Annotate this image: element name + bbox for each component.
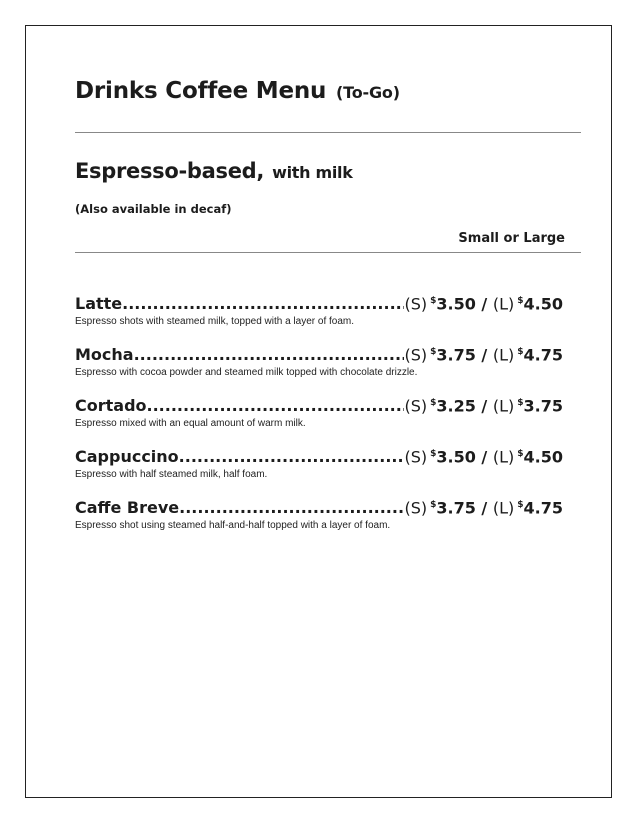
small-price: 3.75 <box>436 498 476 518</box>
item-price <box>404 392 563 417</box>
dot-leader <box>179 446 405 468</box>
menu-title <box>75 78 400 104</box>
small-price: 3.50 <box>436 447 476 467</box>
large-label: (L) <box>492 345 515 365</box>
price-separator: / <box>481 498 488 518</box>
item-line <box>75 443 563 468</box>
large-label: (L) <box>492 294 515 314</box>
price-separator: / <box>481 396 488 416</box>
large-label: (L) <box>492 498 515 518</box>
item-description: Espresso with half steamed milk, half foam. <box>75 469 268 481</box>
large-price: 4.50 <box>523 447 563 467</box>
dot-leader <box>179 497 404 519</box>
large-label: (L) <box>492 396 515 416</box>
dot-leader <box>147 395 405 417</box>
small-price: 3.25 <box>436 396 476 416</box>
item-description: Espresso shot using steamed half-and-half topped with a layer of foam. <box>75 520 391 532</box>
item-description: Espresso shots with steamed milk, topped with a layer of foam. <box>75 316 355 328</box>
menu-item-mocha <box>75 341 563 392</box>
item-price <box>404 494 563 519</box>
divider-top <box>75 132 581 133</box>
currency-symbol: $ <box>517 500 524 510</box>
menu-item-latte <box>75 290 563 341</box>
section-title <box>75 159 353 183</box>
small-label: (S) <box>404 447 428 467</box>
menu-items <box>75 290 563 545</box>
large-price: 4.75 <box>523 345 563 365</box>
small-label: (S) <box>404 396 428 416</box>
currency-symbol: $ <box>430 347 437 357</box>
small-label: (S) <box>404 345 428 365</box>
item-line <box>75 290 563 315</box>
item-name: Cappuccino <box>75 447 179 467</box>
item-name: Cortado <box>75 396 147 416</box>
small-price: 3.50 <box>436 294 476 314</box>
item-name: Latte <box>75 294 123 314</box>
section-title-suffix: with milk <box>272 163 353 182</box>
currency-symbol: $ <box>517 398 524 408</box>
decaf-note: (Also available in decaf) <box>75 202 232 216</box>
large-price: 4.50 <box>523 294 563 314</box>
dot-leader <box>122 293 404 315</box>
dot-leader <box>134 344 405 366</box>
menu-item-cortado <box>75 392 563 443</box>
item-price <box>404 443 563 468</box>
divider-section <box>75 252 581 253</box>
large-price: 4.75 <box>523 498 563 518</box>
small-price: 3.75 <box>436 345 476 365</box>
currency-symbol: $ <box>430 449 437 459</box>
menu-page <box>25 25 612 798</box>
price-separator: / <box>481 345 488 365</box>
item-line <box>75 392 563 417</box>
price-separator: / <box>481 447 488 467</box>
size-header: Small or Large <box>458 231 565 246</box>
item-line <box>75 341 563 366</box>
item-price <box>404 290 563 315</box>
menu-title-text: Drinks Coffee Menu <box>75 78 327 104</box>
item-line <box>75 494 563 519</box>
menu-item-cappuccino <box>75 443 563 494</box>
currency-symbol: $ <box>517 296 524 306</box>
currency-symbol: $ <box>430 500 437 510</box>
large-price: 3.75 <box>523 396 563 416</box>
currency-symbol: $ <box>430 296 437 306</box>
currency-symbol: $ <box>430 398 437 408</box>
menu-title-suffix: (To-Go) <box>336 83 400 102</box>
section-title-text: Espresso-based, <box>75 159 265 183</box>
item-price <box>404 341 563 366</box>
currency-symbol: $ <box>517 449 524 459</box>
item-description: Espresso with cocoa powder and steamed milk topped with chocolate drizzle. <box>75 367 418 379</box>
small-label: (S) <box>404 498 428 518</box>
price-separator: / <box>481 294 488 314</box>
large-label: (L) <box>492 447 515 467</box>
currency-symbol: $ <box>517 347 524 357</box>
item-description: Espresso mixed with an equal amount of warm milk. <box>75 418 306 430</box>
item-name: Mocha <box>75 345 134 365</box>
item-name: Caffe Breve <box>75 498 180 518</box>
menu-item-caffe-breve <box>75 494 563 545</box>
small-label: (S) <box>404 294 428 314</box>
